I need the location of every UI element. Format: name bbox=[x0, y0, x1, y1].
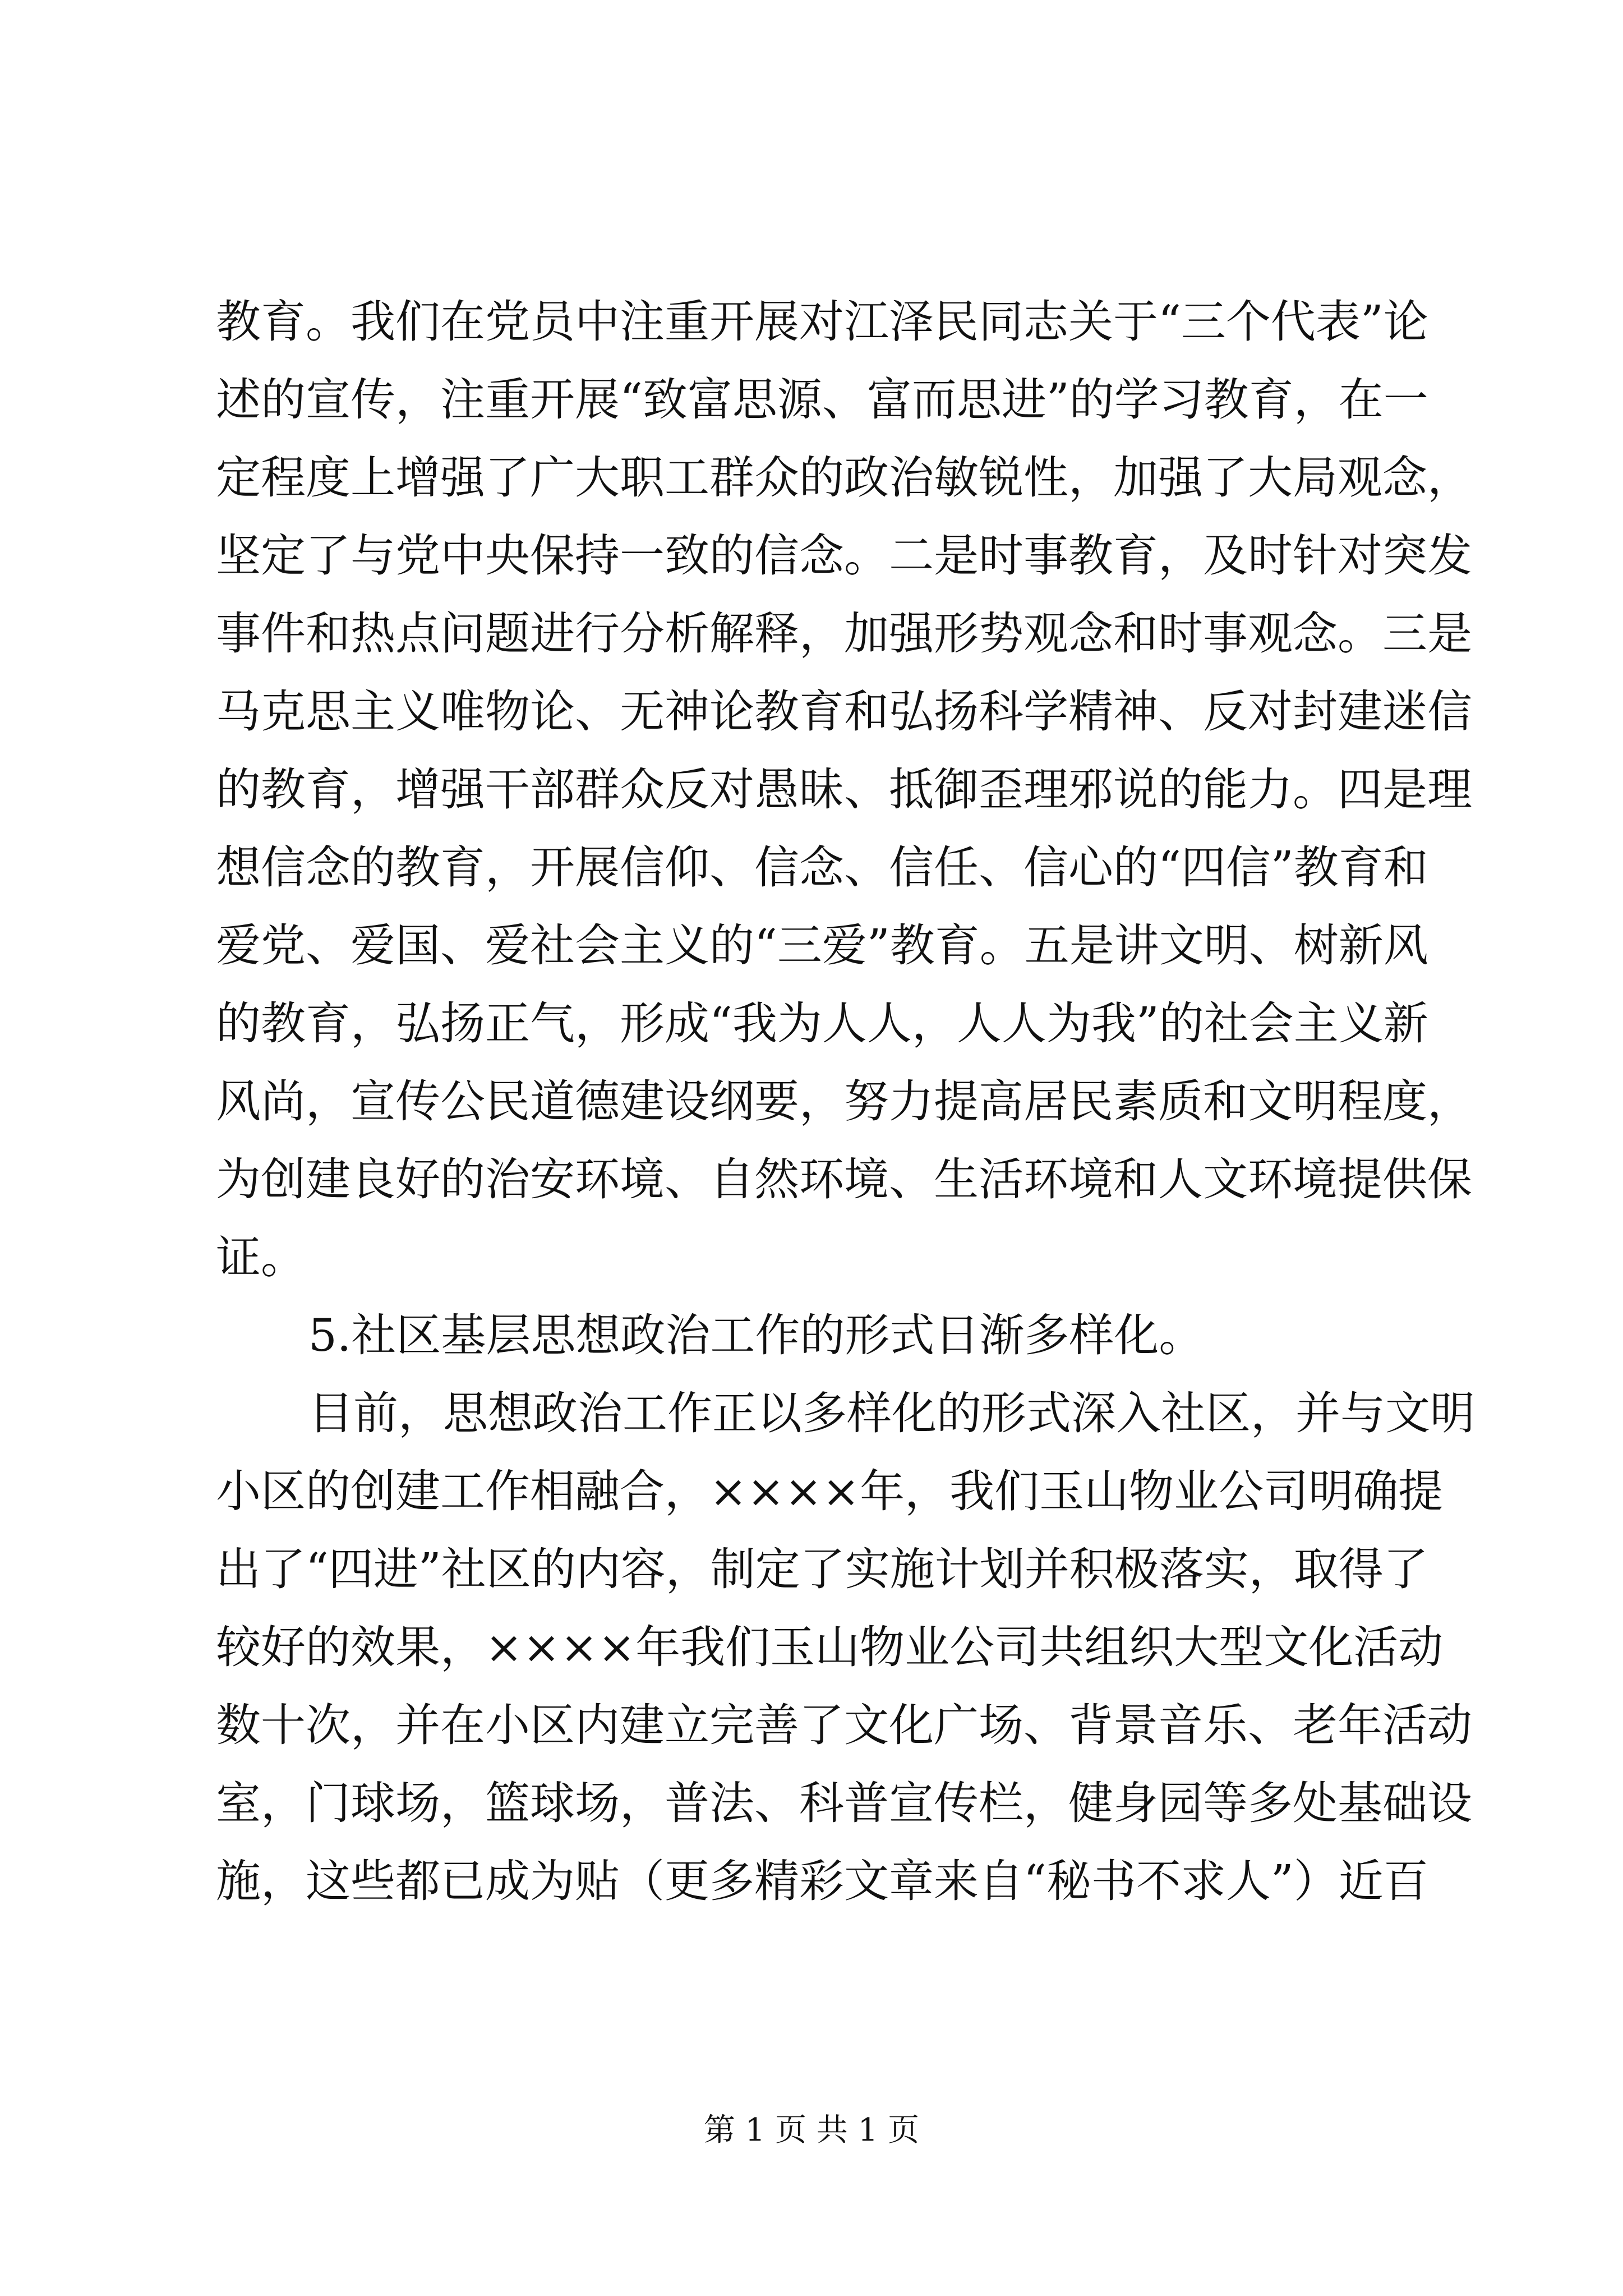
body-line: 定程度上增强了广大职工群众的政治敏锐性，加强了大局观念， bbox=[216, 452, 1472, 504]
body-line: 马克思主义唯物论、无神论教育和弘扬科学精神、反对封建迷信 bbox=[216, 685, 1472, 738]
body-line: 事件和热点问题进行分析解释，加强形势观念和时事观念。三是 bbox=[216, 608, 1472, 660]
body-line: 教育。我们在党员中注重开展对江泽民同志关于“三个代表”论 bbox=[216, 296, 1428, 348]
page-number-footer: 第 1 页 共 1 页 bbox=[703, 2112, 920, 2148]
body-line: 目前，思想政治工作正以多样化的形式深入社区，并与文明 bbox=[308, 1387, 1475, 1439]
body-line: 的教育，增强干部群众反对愚昧、抵御歪理邪说的能力。四是理 bbox=[216, 763, 1472, 816]
body-line: 述的宣传，注重开展“致富思源、富而思进”的学习教育，在一 bbox=[216, 374, 1428, 426]
body-line: 数十次，并在小区内建立完善了文化广场、背景音乐、老年活动 bbox=[216, 1699, 1472, 1751]
body-line: 施，这些都已成为贴（更多精彩文章来自“秘书不求人”）近百 bbox=[216, 1855, 1428, 1907]
body-line: 小区的创建工作相融合，××××年，我们玉山物业公司明确提 bbox=[216, 1465, 1444, 1517]
body-line: 风尚，宣传公民道德建设纲要，努力提高居民素质和文明程度， bbox=[216, 1075, 1472, 1128]
body-line: 的教育，弘扬正气，形成“我为人人，人人为我”的社会主义新 bbox=[216, 997, 1428, 1050]
body-line: 想信念的教育，开展信仰、信念、信任、信心的“四信”教育和 bbox=[216, 841, 1428, 894]
body-line: 坚定了与党中央保持一致的信念。二是时事教育，及时针对突发 bbox=[216, 530, 1472, 582]
body-line: 为创建良好的治安环境、自然环境、生活环境和人文环境提供保 bbox=[216, 1153, 1472, 1205]
body-line: 爱党、爱国、爱社会主义的“三爱”教育。五是讲文明、树新风 bbox=[216, 919, 1428, 972]
section-heading: 5.社区基层思想政治工作的形式日渐多样化。 bbox=[308, 1309, 1204, 1361]
body-line: 出了“四进”社区的内容，制定了实施计划并积极落实，取得了 bbox=[216, 1543, 1428, 1595]
body-line: 较好的效果，××××年我们玉山物业公司共组织大型文化活动 bbox=[216, 1621, 1444, 1673]
body-line: 证。 bbox=[216, 1231, 306, 1283]
body-line: 室，门球场，篮球场，普法、科普宣传栏，健身园等多处基础设 bbox=[216, 1777, 1472, 1829]
